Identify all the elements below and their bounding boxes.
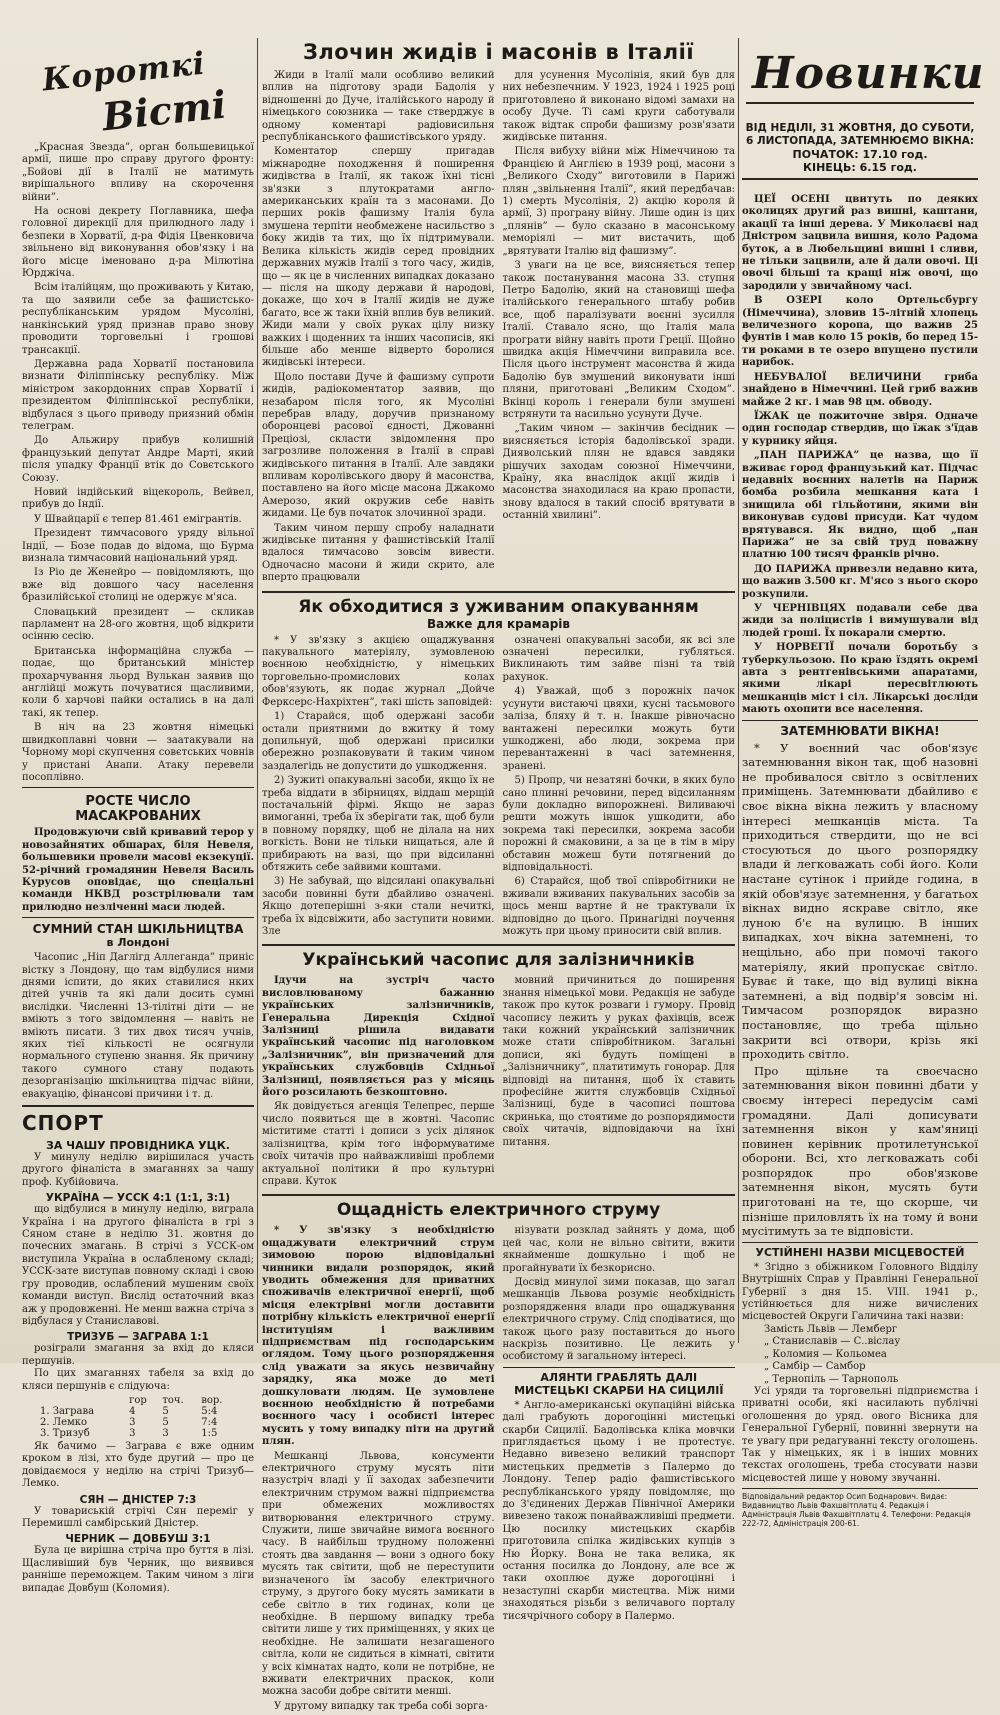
table-header-cell: точ. bbox=[162, 1394, 184, 1406]
place-names-outro: Усі уряди та торговельні підприємства і приватні особи, які насилають публічні оголошення до уряд. ового Вісника для Генеральної Губернії, повинні звернути на те увагу при редагуванні тексту оголошень. Так у німецьких, як і в інших мовних текстах оголошень, треба стосувати назви місцевостей лише у новому звучанні. bbox=[742, 1385, 978, 1484]
news-item: ЇЖАК це пожиточне звіря. Одначе один господар ствердив, що їжак з'їдав у курнику яйця. bbox=[742, 410, 978, 447]
divider bbox=[742, 1488, 978, 1489]
match-2-title: ТРИЗУБ — ЗАГРАВА 1:1 bbox=[67, 1331, 209, 1344]
article-paragraph: 2) Зужиті опакувальні засоби, якщо їх не треба віддати в збірницях, віддаш мерщій постачальній фірмі. Якщо не зараз вимоганні, треба їх зберігати так, щоб були в повному порядку, щоб не ділала на них вогкість. Вони не тільки нищаться, але й прибирають на вазі, що при відсиланні обтяжить себе зайвими коштами. bbox=[262, 775, 495, 873]
article-paragraph: У другому випадку так треба собі зорга- bbox=[274, 1700, 488, 1712]
short-news-logo: Короткі Вісті bbox=[40, 45, 229, 140]
table-intro: По цих змаганнях табеля за вхід до кляси першунів є слідуюча: bbox=[22, 1368, 254, 1392]
divider bbox=[742, 1242, 978, 1243]
blackout-title: ЗАТЕМНЮВАТИ ВІКНА! bbox=[780, 723, 940, 738]
table-header-row bbox=[38, 1395, 238, 1406]
divider bbox=[262, 1194, 735, 1196]
place-names-title: УСТІЙНЕНІ НАЗВИ МІСЦЕВОСТЕЙ bbox=[755, 1245, 965, 1259]
divider bbox=[262, 591, 735, 593]
table-header-cell: гор bbox=[129, 1394, 147, 1406]
article-paragraph: 5) Пропр, чи незатяні бочки, в яких було сано плинні речовини, перед відсиланням були докладно випорожнені. Виливаючі решти можуть іншок ушкодити, або зокрема такі пересилки, зокрема засоби порожні й смаковини, а за це в тім в міру обставин можеш бути потягнений до відповідальності. bbox=[502, 775, 735, 873]
news-item: В ніч на 23 жовтня німецькі швидкоплавні човни — заатакували на Чорному морі скупчення совєтських човнів у пристані Анапи. Атаку перевели посоплівно. bbox=[22, 722, 254, 783]
list-item: „ Тернопіль — Тарнополь bbox=[764, 1373, 899, 1385]
news-item: „ПАН ПАРИЖА” це назва, що її вживає город французький кат. Підчас недавніх воєнних налетів на Париж бомба розбила мешкання ката і знищила обі гільйотини, якими він виконував судові присуди. Кат чудом врятувався. Як видно, щоб „пан Парижа” не за свій труд поважну платню 100 тисяч франків річно. bbox=[742, 450, 978, 561]
packaging-title: Як обходитися з уживаним опакуванням bbox=[298, 596, 699, 617]
article-paragraph: 1) Старайся, щоб одержані засоби остали приятними до вжитку й тому допильнуй, щоб одержані присилки обережно розпаковувати й таким чином заздалегідь не допустити до ушкодження. bbox=[262, 711, 495, 772]
imprint: Відповідальний редактор Осип Боднарович. Видає: Видавництво Львів Фахшвітплатц 4. Редакція і Адміністрація Львів Фахшвітплатц 4. Телефони: Редакція 222-72, Адміністрація 200-61. bbox=[742, 1492, 971, 1529]
article-paragraph: Ідучи на зустріч часто висловлюваному бажанню українських залізничників, Генеральна Дирекція Східної Залізниці рішила видавати український часопис під наголовком „Залізничник”, він призначений для українських службовців Східньої Залізниці, появляється раз у місяць його розсилають безкоштовно. bbox=[262, 975, 495, 1099]
list-item: „ Станиславів — С..віслау bbox=[764, 1336, 901, 1348]
news-item: Словацький президент — скликав парламент на 28-ого жовтня, щоб відкрити осінню сесію. bbox=[22, 606, 254, 643]
article-paragraph: Жиди в Італії мали особливо великий вплив на підготову зради Бадолія у відношенні до Дуче, італійського народу й німецького союзника — таке стверджує в одному коментарі радіовисильня республіканського фашистівського уряду. bbox=[262, 70, 495, 144]
match-3-title: СЯН — ДНІСТЕР 7:3 bbox=[79, 1493, 197, 1506]
massacre-title: РОСТЕ ЧИСЛО МАСАКРОВАНИХ bbox=[75, 794, 201, 825]
divider bbox=[22, 787, 254, 788]
table-row: 1. Заграва 4 5 5:4 bbox=[40, 1405, 218, 1417]
article-paragraph: * У зв'язку з акцією ощаджування пакувального матеріялу, зумовленою воєнною необхідністю, у німецьких торговельно-промислових колах обов'язують, як подає журнал „Дойче Ферксерс-Нахріхтен”, такі шість заповідей: bbox=[262, 634, 495, 708]
list-item: Замість Львів — Лемберг bbox=[764, 1323, 898, 1335]
article-paragraph: мовний причиниться до поширення знання німецької мови. Редакція не забуде також про куток розваги і гумору. Провід часопису лежить у руках фахівців, всеж таки кожний український залізничник може стати співробітником. Загальні дописи, які будуть поміщені в „Залізничнику”, платитимуть гонорар. Для відповіді на питання, щоб їх ставить професійне життя службовців Східньої Залізниці, буде в часописі поштова скринька, що стоятиме до розпорядимости своїх читачів, відповідаючи на їхні питання. bbox=[502, 975, 735, 1148]
packaging-subtitle: Важке для крамарів bbox=[426, 616, 571, 631]
news-item: У НОРВЕГІЇ почали боротьбу з туберкульозою. По краю їздять окремі авта з рентгенівськими апаратами, якими лікарі пересвітлюють мешканців міст і сіл. Лікарські досліди мають охопити все населення. bbox=[742, 642, 978, 716]
novynky-logo: Новинки bbox=[742, 44, 978, 116]
divider bbox=[22, 917, 254, 918]
news-item: Новий індійський віцекороль, Вейвел, прибув до Індії. bbox=[22, 486, 254, 511]
article-paragraph: Таким чином першу спробу наладнати жидівське питання у фашистівській Італії вдалося тимчасово зовсім вивести. Одночасно масони й жиди скрито, але вперто працювали bbox=[262, 522, 495, 584]
table-row: 2. Лемко 3 5 7:4 bbox=[40, 1416, 218, 1428]
massacre-text: Продовжуючи свій кривавий терор у новозайнятих обшарах, біля Невеля, большевики провели масові екзекуції. 52-річний громадянин Невеля Василь Курусов оповідає, що спеціальні команди НКВД розстрілювали там прилюдно незліченні маси людей. bbox=[22, 827, 254, 913]
article-paragraph: нізувати розклад зайнять у дома, щоб цей час, коли не вільно світити, вжити якнайменше дошкульно і щоб не прогайнувати їх безкорисно. bbox=[502, 1225, 735, 1274]
table-header-cell: вор. bbox=[201, 1394, 223, 1406]
news-item: „Красная Звезда”, орган большевицької армії, пише про справу другого фронту: „Бойові дії в Італії не матимуть вирішального впливу на скорочення війни”. bbox=[22, 142, 254, 203]
news-item: Президент тимчасового уряду вільної Індії, — Бозе подав до відома, що Бурма визнала тимчасовий національний уряд. bbox=[22, 528, 254, 564]
school-text: Часопис „Ніп Даглігд Аллеганда” приніс вістку з Лондону, що там відбулися ними днями іспити, до яких ставилися нких дітей учнів та які дали досить сумні вислідки. Численні 13-тілітні діти — не вміють з того звідомлення — навіть не вміють писати. З тих двох тисяч учнів, яких тієї кількості не осягнули нормального ступеню знання. Як причину такого сумного стану подають дезорганізацію шкільництва підчас війни, евакуацію, фінансові причини і т. д. bbox=[22, 952, 254, 1100]
column-divider-left bbox=[257, 38, 258, 1343]
news-item: НЕБУВАЛОЇ ВЕЛИЧИНИ гриба знайдено в Німеччині. Цей гриб важив майже 2 кг. і мав 98 цм. обводу. bbox=[742, 371, 978, 408]
cinema-info: ВІД НЕДІЛІ, 31 ЖОВТНЯ, ДО СУБОТИ, 6 ЛИСТОПАДА, ЗАТЕМНЮЄМО ВІКНА: bbox=[745, 122, 975, 147]
article-paragraph: * У воєнний час обов'язує затемнювання вікон так, щоб назовні не пробивалося світло з освітлених приміщень. Затемнювати дбайливо є своє вікна вікна лежить у власному інтересі мешканців міста. Та приходиться ствердити, що не всі стосуються до цього розпорядку влади й легковажать собі його. Коли настане сутінок і прийде година, в якій обов'язує затемнення, у багатьох вікнах видно яскраве світло, яке луною б'є на вулицю. В інших випадках, хоч вікна затемнені, то нещільно, або при помочі такого матеріялу, який пропускає світло. Буває й таке, що від вулиці вікна затемнені, а від подвір'я зовсім ні. Тимчасом розпорядок виразно постановляє, що треба щільно закрити всі отвори, крізь які проходить світло. bbox=[742, 740, 978, 1062]
article-paragraph: Досвід минулої зими показав, що загал мешканців Львова розуміє необхідність розпорядження влади про ощаджування електричного струму. Слід сподіватися, що також цього разу поставиться до нього наскрізь позитивно. Це лежить у особистому й загальному інтересі. bbox=[502, 1276, 735, 1363]
news-item: Із Ріо де Женейро — повідомляють, що вже від довшого часу населення бразилійської столиці не одержує м'яса. bbox=[22, 567, 254, 604]
article-paragraph: Коментатор спершу пригадав міжнародне походження й поширення жидівства в Італії, як також їхні тісні зв'язки з плутократами англо-американських країн та з масонами. До перших років фашизму Італія була змушена терпіти необмежене насильство з боку жидів та тих, що їх підтримували. Велика кількість жидів серед провідних державних мужів Італії з того часу, жидів, що — як це в численних випадках доказано — після на шкоду держави й народові, докаже, що хоч в Італії жидів не дуже багато, все ж таки їхній вплив був великий. Жиди мали у своїх руках цілу низку важких і щоденних та інших часописів, які більше або менше відверто боролися жидівські інтереси. bbox=[262, 146, 495, 369]
news-item: У Швайцарії є тепер 81.461 емігрантів. bbox=[34, 513, 242, 525]
article-paragraph: 3) Не забувай, що відсилані опакувальні засоби повинні бути дбайливо означені. Якщо дотеперішні з-яки стали нечиткі, треба їх відсвіжити, або заступити новими. Зле bbox=[262, 876, 495, 937]
school-title: СУМНИЙ СТАН ШКІЛЬНИЦТВА bbox=[32, 922, 244, 937]
power-article bbox=[262, 1225, 735, 1715]
article-paragraph: З уваги на це все, виясняється тепер також постанування масона 33. ступня Петро Бадолію, який на становищі шефа італійського генерального штабу робив все, щоб паралізувати воєнні зусилля Італії. Ставало ясно, що Італія мала програти війну навіть проти Греції. Щойно швидка акція Німеччини виправила все. Після цього інструмент масонства й жида Бадолію був змушений виконувати інші пляни, приготовані „Великим Сходом”. Вкінці король і генерали були змушені встрянути та насильно усунути Дуче. bbox=[502, 260, 735, 420]
news-item: У ЧЕРНІВЦЯХ подавали себе два жиди за поліцистів і вимушували від людей гроші. Їх покарали смертю. bbox=[742, 603, 978, 639]
article-paragraph: Щоло постави Дуче й фашизму супроти жидів, радіокоментатор заявив, що незабаром після того, як Мусоліні перебрав владу, доручив признаному оборонцеві расової єдності, Джованні Преціозі, скласти звідомлення про загрозливе положення в Італії в справі жидівського питання в Італії. Але завдяки впливам королівського двору й масонства, поставлено на його місце масона Джакомо Амерозо, який окружив себе навіть жидами. Це був початок злочинної зради. bbox=[262, 371, 495, 520]
list-item: „ Коломия — Кольомеа bbox=[764, 1348, 887, 1360]
main-article bbox=[262, 70, 735, 587]
cinema-end: КІНЕЦЬ: 6.15 год. bbox=[803, 161, 917, 174]
power-title: Ощадність електричного струму bbox=[336, 1200, 661, 1221]
article-paragraph: * Англо-американські окупаційні війська далі грабують дорогоцінні мистецькі скарби Сицилії. Бадолівська кліка мовчки приглядається цьому і не протестує. Недавно вивезено великий транспорт мистецьких предметів з Палермо до Лондону. Тепер радіо фашистівського республіканського уряду повідомляє, що до З'єдинених Держав Північної Америки вивезено також понайважливіші предмети. Цю посилку мистецьких скарбів приготовила спілка жидівських купців з Ню Йорку. Вона не така велика, як остання посилка до Лондону, але все ж таки охоплює дуже дорогоцінні і незаступні скарби мистецтва. Між ними знаходяться різьби з величавого порталу тисячрічного собору в Палермо. bbox=[502, 1399, 735, 1622]
news-item: ДО ПАРИЖА привезли недавно кита, що важив 3.500 кг. М'ясо з нього скоро розкупили. bbox=[742, 563, 978, 600]
article-paragraph: означені опакувальні засоби, як всі зле означені пересилки, губляться. Виклинають тим зайве пізні та твій рахунок. bbox=[502, 634, 735, 683]
divider bbox=[503, 1367, 736, 1368]
news-item: Державна рада Хорватії постановила визнати Філіппінську республіку. Між міністром закордонних справ Хорватії і президентом Філіппінської республіки, відбулася з цього приводу приязний обмін телеграм. bbox=[22, 358, 254, 432]
right-column bbox=[742, 44, 985, 1529]
match-1-title: УКРАЇНА — УССК 4:1 (1:1, 3:1) bbox=[45, 1192, 231, 1205]
article-paragraph: Про щільне та своєчасно затемнювання вікон повинні дбати у своєму інтересі передусім самі громадяни. Далі дописувати затемнення вікон у кам'яниці повинен керівник протилетунської оборони. Всі, хто легковажать собі розпорядок про обов'язкове затемнення вікон, мусять бути приготовані на те, що скорше, чи пізніше приловлять їх на тому й вони мусітимуть за те відповісти. bbox=[742, 1063, 978, 1239]
article-paragraph: 4) Уважай, щоб з порожніх пачок усунути вистаючі цвяхи, кусні тасьмового заліза, бляху й т. н. Інакше рівночасно вантажені пересилки можуть бути ушкоджені, або люди, зокрема при перевантаженні в часі затемнення, зранені. bbox=[502, 686, 735, 772]
place-names-intro: * Згідно з обіжником Головного Відділу Внутрішніх Справ у Правлінні Генеральної Губернії з дня 15. VIII. 1941 р., устійнюється для ниже вичислених місцевостей Округи Галичина такі назви: bbox=[742, 1261, 978, 1323]
divider bbox=[742, 720, 978, 721]
main-headline: Злочин жидів і масонів в Італії bbox=[302, 40, 695, 64]
railway-article bbox=[262, 975, 735, 1190]
after-table-text: Як бачимо — Заграва є вже одним кроком в лізі, хто буде другий — про це довідаємося у неділю на стрічі Тризуб—Лемко. bbox=[22, 1440, 254, 1490]
news-item: Британська інформаційна служба — подає, що британський міністер прохарчування льорд Вулькан заявив що англійці можуть почуватися щасливими, коли б харчові пайки остались в на далі такі, як тепер. bbox=[22, 645, 254, 719]
news-item: В ОЗЕРІ коло Ортельсбургу (Німеччина), зловив 15-літній хлопець величезного коропа, що важив 25 фунтів і мав коло 15 років, бо перед 15-ти роками в те озеро впущено пустили нарибок. bbox=[742, 295, 978, 369]
news-item: До Альжиру прибув колишній французький депутат Андре Марті, який після упадку Франції втік до Совєтського Союзу. bbox=[22, 435, 254, 484]
article-paragraph: Як довідується агенція Телепрес, перше число появиться ще в жовтні. Часопис міститиме статті і дописи з усіх ділянок залізництва, крім того інформуватиме своїх читачів про найважливіші проблеми актуальної політики й про культурні справи. Куток bbox=[262, 1101, 495, 1187]
match-1-text: що відбулися в минулу неділю, виграла Україна і на другого фіналіста в грі з Сяном стане в неділю 31. жовтня до почесних змагань. В стрічі з УССК-ом виступила Україна в ослабленому складі; УССК-зате виступав повному складі і свою гру проводив, ослаблений мушеним своїх команди виступ. Вислід остаточний вказ аж у продовженні. Не менш важна стріча з відбулася у Станиславові. bbox=[22, 1204, 254, 1327]
match-4-text: Була це вирішна стріча про буття в лізі. Щасливіший був Черник, що виявився ранніше переможцем. Таким чином з ліги випадає Довбуш (Коломия). bbox=[22, 1545, 254, 1594]
place-names-list bbox=[742, 1324, 978, 1386]
short-news-list bbox=[22, 142, 254, 784]
article-paragraph: „Таким чином — закінчив бесідник — виясняється історія бадолівської зради. Дияволський плян не вдався завдяки рішучих заходам союзної Німеччини, Країну, яка внаслідок акції жидів і масонства знаходилася на краю пропасти, знову вдалося в такий спосіб врятувати в останній хвилині”. bbox=[502, 423, 735, 522]
cinema-start: ПОЧАТОК: 17.10 год. bbox=[792, 148, 928, 161]
sicily-title: АЛЯНТИ ГРАБЛЯТЬ ДАЛІ МИСТЕЦЬКІ СКАРБИ НА СИЦИЛІЇ bbox=[514, 1370, 724, 1397]
sport-intro: У минулу неділю вирішилася участь другого фіналіста в змаганнях за чашу проф. Кубійовича. bbox=[22, 1152, 254, 1188]
match-2-text: розіграли змагання за вхід до кляси першунів. bbox=[22, 1343, 254, 1367]
article-paragraph: * У зв'язку з необхідністю ощаджувати електричний струм зимовою порою відповідальні чинники видали розпорядок, який уводить обмеження для приватних споживачів електричної енергії, щоб місця електрівні могли доставити потрібну кількість електричної енергії інституціям і важливим підприємствам під господарським оглядом. Тому цього розпорядження слід уважати за якусь незвичайну зарядку, яка може до меті дошкуловати людям. Це зумовлене воєнною необхідністю й потребами воєнного часу і особисті інтерес мусить у тому випадку піти на другий плян. bbox=[262, 1225, 495, 1448]
table-row: 3. Тризуб 3 3 1:5 bbox=[40, 1427, 218, 1439]
news-item: На основі декрету Поглавника, шефа головної дирекції для прилюдного ладу і безпеки в Хорватії, д-ра Фідія Цвенковича звільнено від виконування обов'язку і на його місце іменовано д-ра Мілютіна Юрджіча. bbox=[22, 206, 254, 280]
divider bbox=[262, 944, 735, 946]
packaging-article bbox=[262, 635, 735, 941]
center-column bbox=[262, 38, 735, 1712]
left-column bbox=[22, 45, 254, 1595]
news-item: Всім італійцям, що проживають у Китаю, та що заявили себе за фашистсько-республіканським урядом Мусоліні, нанкінський уряд признав право знову проводити торговельні і грошові трансакції. bbox=[22, 282, 254, 356]
list-item: „ Самбір — Самбор bbox=[764, 1361, 866, 1373]
article-paragraph: 6) Старайся, щоб твої співробітники не вживали вживаних пакувальних засобів за щось менш вартне й не трактували їх відповідно до цього. Принагідні поучення можуть при цьому приносити свій вплив. bbox=[502, 876, 735, 937]
sport-title: СПОРТ bbox=[22, 1111, 104, 1136]
table-header-cell bbox=[38, 1395, 127, 1406]
match-3-text: У товариській стрічі Сян переміг у Перемишлі самбірський Дністер. bbox=[22, 1505, 254, 1529]
divider bbox=[742, 178, 978, 180]
column-divider-right bbox=[738, 38, 739, 1343]
article-paragraph: Після вибуху війни між Німеччиною та Францією й Англією в 1939 році, масони з „Великого Сходу” виготовили в Парижі плян „звільнення Італії”, який передбачав: 1) смерть Мусолінія, 2) акцію короля й армії, 3) програну війну. Лише один із цих „плянів” — було сказано в масонському меморіялі — мит вистачить, щоб „врятувати Італію від фашизму”. bbox=[502, 146, 735, 257]
railway-title: Український часопис для залізничників bbox=[302, 950, 695, 971]
article-paragraph: для усунення Мусолінія, який був для них небезпечним. У 1923, 1924 і 1925 році приготовлено й виконано відомі замахи на особу Дуче. Ті самі круги саботували також відтак спроби фашизму розв'язати жидівське питання. bbox=[502, 70, 735, 144]
league-table bbox=[38, 1395, 238, 1439]
article-paragraph: Мешканці Львова, консументи електричного струму мусять піти назустріч владі у її заходах забезпечити електричним струмом важні підприємства при обмежених можливостях витворювання електричного струму. Служити, лише звичайне вимога воєнного часу. В найбільш трудному положенні стоять два завдання — вони з одного боку мусять так світити, щоб не переступити визначеного їм засобу електричного струму, з другого боку мусять замикати в себе світло в тих годинах, коли це необхідне. В першому випадку треба світити лише у тих приміщеннях, у яких це необхідне. Не залишати незагашеного світла, коли не сидиться в кімнаті, світити у всіх кімнатах надто, коли не потрібне, не вживати електричних праскок, коли можна засоби добре світити менші. bbox=[262, 1450, 495, 1698]
divider bbox=[22, 1105, 254, 1107]
match-4-title: ЧЕРНИК — ДОВБУШ 3:1 bbox=[65, 1533, 211, 1546]
school-subtitle: в Лондоні bbox=[106, 936, 170, 950]
news-item: ЦЕЇ ОСЕНІ цвитуть по деяких околицях другий раз вишні, каштани, акації та інші дерева. У Миколаєві над Дністром зацвила вишня, коло Радома буток, а в Любельщині вишні і сливи, не тільки зацвили, але й дали овочі. Ці овочі більші та кращі ніж овочі, що зародили у звичайному часі. bbox=[742, 194, 978, 292]
sport-cup-title: ЗА ЧАШУ ПРОВІДНИКА УЦК. bbox=[46, 1139, 230, 1153]
